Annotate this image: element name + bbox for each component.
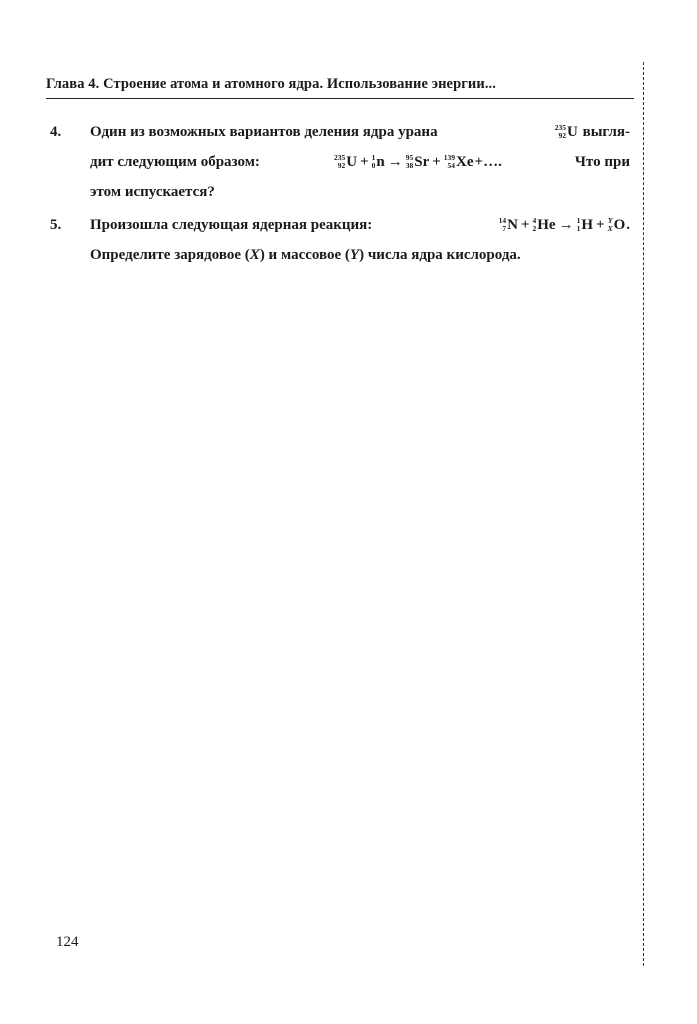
page-number: 124 (56, 934, 79, 950)
mass-number: 235 (333, 152, 346, 162)
problem-text: дит следующим образом: (90, 154, 260, 170)
nuclide-n14 (499, 210, 518, 240)
problem-line (90, 210, 630, 240)
mass-number: 139 (443, 152, 456, 162)
element-symbol: He (537, 217, 556, 233)
charge-number: 7 (502, 223, 507, 233)
problem-text: Один из возможных вариантов деления ядра урана (90, 124, 438, 140)
problem-text: ) и массовое ( (259, 247, 350, 263)
nuclide-u235 (334, 147, 357, 177)
plus-sign: + (360, 154, 369, 170)
element-symbol: N (507, 217, 518, 233)
nuclide-sr95 (406, 147, 430, 177)
mass-number: Y (607, 215, 613, 225)
mass-number: 4 (532, 215, 537, 225)
problem-text: Что при (574, 154, 630, 170)
problem-text: этом испускается? (90, 184, 215, 200)
problem-body (90, 210, 630, 270)
nuclide-he4 (533, 210, 556, 240)
nuclide-oxygen (608, 210, 626, 240)
problem-text: Произошла следующая ядерная реакция: (90, 217, 373, 233)
charge-number: 2 (532, 223, 537, 233)
charge-number: 0 (371, 160, 376, 170)
plus-sign: + (520, 217, 530, 233)
nuclear-reaction-equation (498, 210, 630, 240)
scan-edge-line (643, 62, 644, 966)
element-symbol: U (567, 124, 578, 140)
charge-number: 92 (337, 160, 346, 170)
header-rule (46, 98, 634, 99)
running-head: Глава 4. Строение атома и атомного ядра. Использование энергии... (46, 76, 496, 92)
nuclide-u235 (555, 117, 578, 147)
arrow-sign: → (387, 154, 403, 170)
mass-number: 1 (371, 152, 376, 162)
uranium-nuclide-with-text (554, 117, 630, 147)
problem-line (90, 147, 630, 177)
fission-equation (333, 147, 502, 177)
variable-x: X (249, 247, 260, 263)
charge-number: 54 (447, 160, 456, 170)
mass-number: 1 (576, 215, 581, 225)
element-symbol: Sr (414, 154, 430, 170)
problem-text: выгля- (582, 124, 630, 140)
plus-sign: + (596, 217, 605, 233)
problem-text: Определите зарядовое ( (90, 247, 250, 263)
problem-body (90, 117, 630, 207)
element-symbol: O (613, 217, 626, 233)
problem-number: 5. (50, 217, 62, 233)
problem-line (90, 240, 630, 270)
problem-line (90, 177, 630, 207)
charge-number: 92 (558, 130, 567, 140)
charge-number: 38 (405, 160, 414, 170)
nuclide-neutron (372, 147, 385, 177)
element-symbol: U (346, 154, 358, 170)
nuclide-xe139 (444, 147, 474, 177)
mass-number: 95 (405, 152, 414, 162)
problem-text: ) числа ядра кислорода. (359, 247, 521, 263)
variable-y: Y (349, 247, 360, 263)
mass-number: 235 (554, 122, 567, 132)
problem-line (90, 117, 630, 147)
problem-4 (50, 117, 630, 207)
element-symbol: n (376, 154, 385, 170)
element-symbol: Xe (456, 154, 474, 170)
nuclide-h1 (577, 210, 593, 240)
arrow-sign: → (558, 217, 574, 233)
mass-number: 14 (498, 215, 507, 225)
equation-end: . (626, 217, 630, 233)
plus-sign: + (432, 154, 441, 170)
charge-number: X (607, 223, 613, 233)
element-symbol: H (581, 217, 593, 233)
equation-tail: +…. (474, 154, 502, 170)
problem-number: 4. (50, 124, 62, 140)
problem-5 (50, 210, 630, 270)
charge-number: 1 (576, 223, 581, 233)
